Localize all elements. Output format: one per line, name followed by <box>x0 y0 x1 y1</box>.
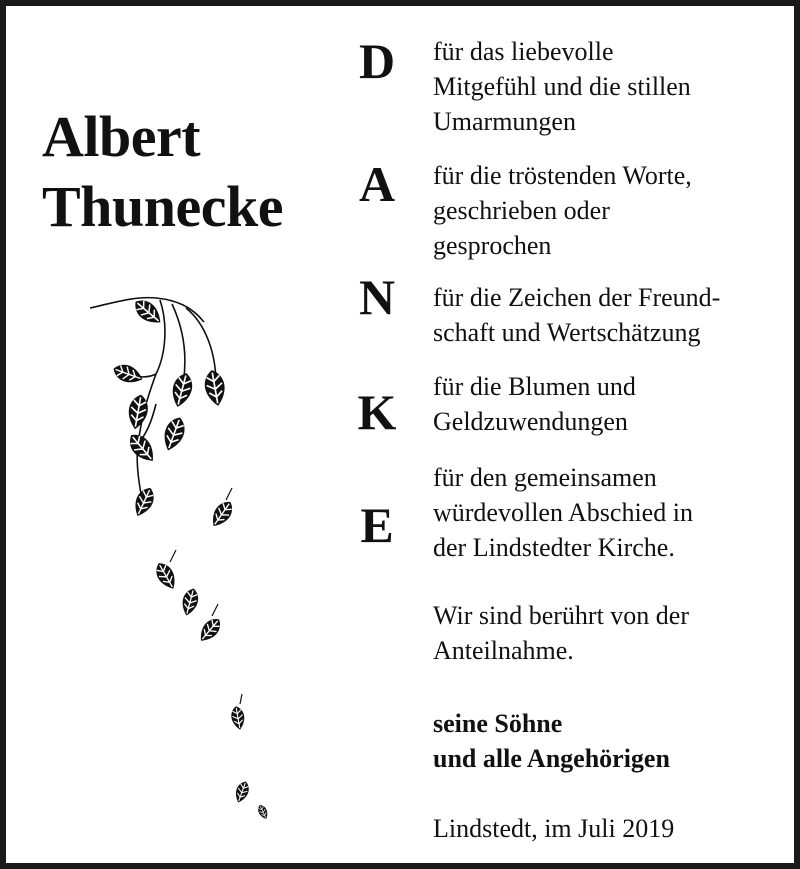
danke-letter-n: N <box>358 269 396 325</box>
thanks-paragraph-5 <box>433 460 793 565</box>
place-date <box>433 811 793 846</box>
paragraph-line: schaft und Wertschätzung <box>433 318 701 347</box>
thanks-paragraph-1 <box>433 34 793 139</box>
deceased-name <box>42 102 283 242</box>
signature-line: und alle Angehörigen <box>433 744 670 773</box>
place-date-text: Lindstedt, im Juli 2019 <box>433 814 675 843</box>
paragraph-line: geschrieben oder <box>433 196 610 225</box>
paragraph-line: der Lindstedter Kirche. <box>433 533 675 562</box>
paragraph-line: gesprochen <box>433 231 552 260</box>
falling-leaf-stems <box>170 488 242 704</box>
closing-paragraph <box>433 598 793 668</box>
thanks-paragraph-4 <box>433 369 793 439</box>
branch-twigs <box>90 298 216 499</box>
paragraph-line: Mitgefühl und die stillen <box>433 72 691 101</box>
first-name: Albert <box>42 104 201 169</box>
thanks-paragraph-2 <box>433 158 793 263</box>
thanks-paragraph-3 <box>433 280 793 350</box>
paragraph-line: für die Blumen und <box>433 372 636 401</box>
paragraph-line: Geldzuwendungen <box>433 407 628 436</box>
signature-line: seine Söhne <box>433 709 563 738</box>
falling-leaves-icon <box>76 284 306 844</box>
paragraph-line: Umarmungen <box>433 107 576 136</box>
paragraph-line: würdevollen Abschied in <box>433 498 693 527</box>
paragraph-line: für das liebevolle <box>433 37 614 66</box>
paragraph-line: für die Zeichen der Freund- <box>433 283 721 312</box>
closing-line: Wir sind berührt von der <box>433 601 690 630</box>
last-name: Thunecke <box>42 174 283 239</box>
paragraph-line: für den gemeinsamen <box>433 463 657 492</box>
danke-letter-a: A <box>358 156 396 212</box>
attached-leaves <box>111 295 228 519</box>
danke-letter-k: K <box>357 384 397 440</box>
danke-letter-e: E <box>360 497 394 553</box>
signature <box>433 706 793 776</box>
paragraph-line: für die tröstenden Worte, <box>433 161 692 190</box>
closing-line: Anteilnahme. <box>433 636 574 665</box>
falling-leaves <box>152 497 270 820</box>
danke-letter-d: D <box>358 33 396 89</box>
